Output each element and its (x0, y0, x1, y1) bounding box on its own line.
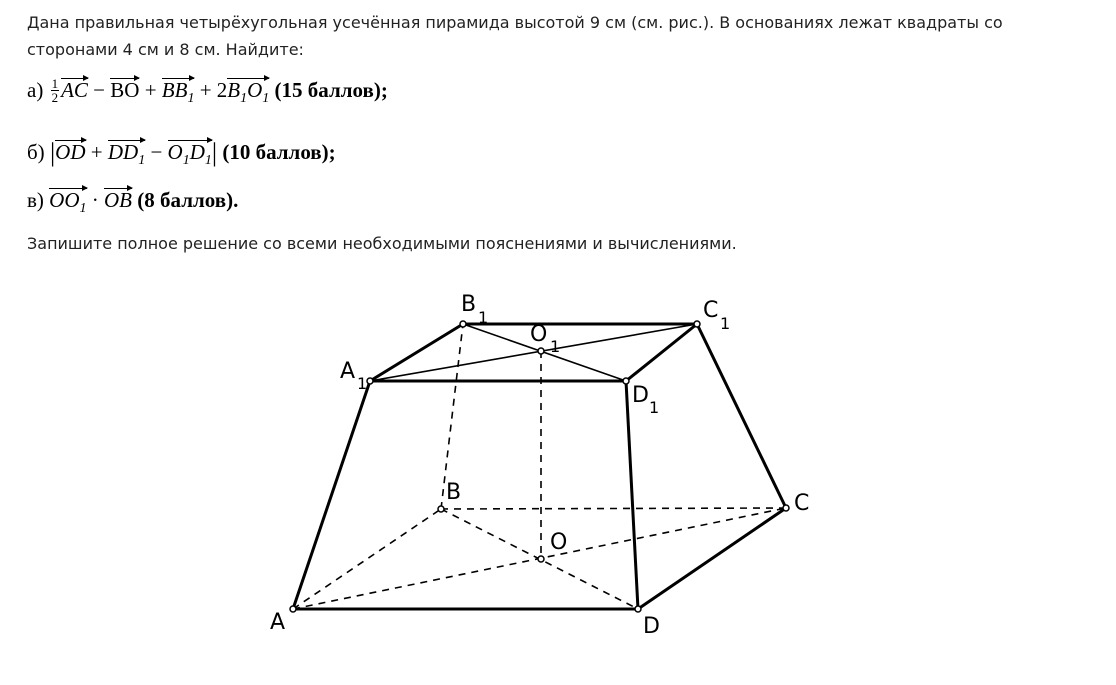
label-a1: A (340, 359, 356, 384)
coefficient-two: 2 (216, 78, 228, 102)
label-o1-sub: 1 (550, 337, 561, 356)
label-b1: B (461, 292, 477, 317)
point-a1 (367, 378, 373, 384)
label-b1-sub: 1 (478, 308, 489, 327)
edge-b-c (441, 508, 786, 509)
vector-od: OD (55, 140, 86, 164)
label-b: B (446, 480, 462, 505)
point-o1 (538, 348, 544, 354)
edge-a-b (293, 509, 441, 609)
fraction-numerator: 1 (51, 75, 59, 91)
abs-bar-open: | (49, 138, 56, 167)
vector-o1d1-letter-o: O (167, 140, 183, 164)
fraction-denominator: 2 (51, 89, 59, 105)
vector-b1o1-sub-b: 1 (240, 91, 248, 107)
hidden-edges (293, 324, 786, 609)
abs-bar-close: | (211, 138, 218, 167)
vector-bo: BO (110, 78, 140, 102)
vertex-labels (270, 292, 809, 639)
label-a: A (270, 610, 286, 635)
edge-c1-c (697, 324, 786, 508)
vector-dd1-sub: 1 (138, 153, 146, 169)
label-d1-sub: 1 (649, 398, 660, 417)
edge-d-c (638, 508, 786, 609)
vector-bb1-letters: BB (161, 78, 188, 102)
label-o1: O (530, 322, 548, 347)
vertex-points (290, 321, 789, 612)
problem-statement: Дана правильная четырёхугольная усечённая пирамида высотой 9 см (см. рис.). В основаниях лежат квадраты со сторонами 4 см и 8 см. Найдите: (27, 13, 1003, 59)
vector-b1o1-letter-o: O (247, 78, 263, 102)
vector-o1d1-letter-d: D (189, 140, 205, 164)
vector-ob: OB (104, 188, 133, 212)
label-d: D (643, 614, 660, 639)
point-c1 (694, 321, 700, 327)
operator-minus: − (150, 140, 163, 164)
point-o (538, 556, 544, 562)
task-v-prefix: в) (27, 188, 44, 212)
operator-minus: − (93, 78, 106, 102)
label-a1-sub: 1 (357, 374, 368, 393)
edge-d1-d (626, 381, 638, 609)
vector-bb1-sub: 1 (187, 91, 195, 107)
task-v-points: (8 баллов). (137, 188, 239, 212)
label-c1-sub: 1 (720, 314, 731, 333)
instruction-note: Запишите полное решение со всеми необходимыми пояснениями и вычислениями. (27, 234, 737, 253)
visible-edges (293, 324, 786, 609)
point-c (783, 505, 789, 511)
label-c: C (794, 491, 810, 516)
point-b1 (460, 321, 466, 327)
point-b (438, 506, 444, 512)
task-b-prefix: б) (27, 140, 45, 164)
vector-oo1-letters: OO (49, 188, 80, 212)
operator-plus: + (90, 140, 103, 164)
vector-b1o1-letter-b: B (227, 78, 241, 102)
task-a-prefix: а) (27, 78, 44, 102)
vector-ac: AC (61, 78, 88, 102)
label-d1: D (632, 383, 649, 408)
vector-o1d1-sub-d: 1 (204, 153, 212, 169)
point-d (635, 606, 641, 612)
point-a (290, 606, 296, 612)
vector-b1o1-sub-o: 1 (262, 91, 270, 107)
operator-plus: + (199, 78, 212, 102)
operator-dot: · (91, 188, 99, 212)
vector-dd1-letters: DD (107, 140, 139, 164)
task-a-points: (15 баллов); (274, 78, 388, 102)
label-o: O (550, 530, 568, 555)
edge-a1-a (293, 381, 370, 609)
label-c1: C (703, 298, 719, 323)
vector-oo1-sub: 1 (79, 201, 87, 217)
task-b-points: (10 баллов); (222, 140, 336, 164)
operator-plus: + (144, 78, 157, 102)
vector-o1d1-sub-o: 1 (182, 153, 190, 169)
point-d1 (623, 378, 629, 384)
